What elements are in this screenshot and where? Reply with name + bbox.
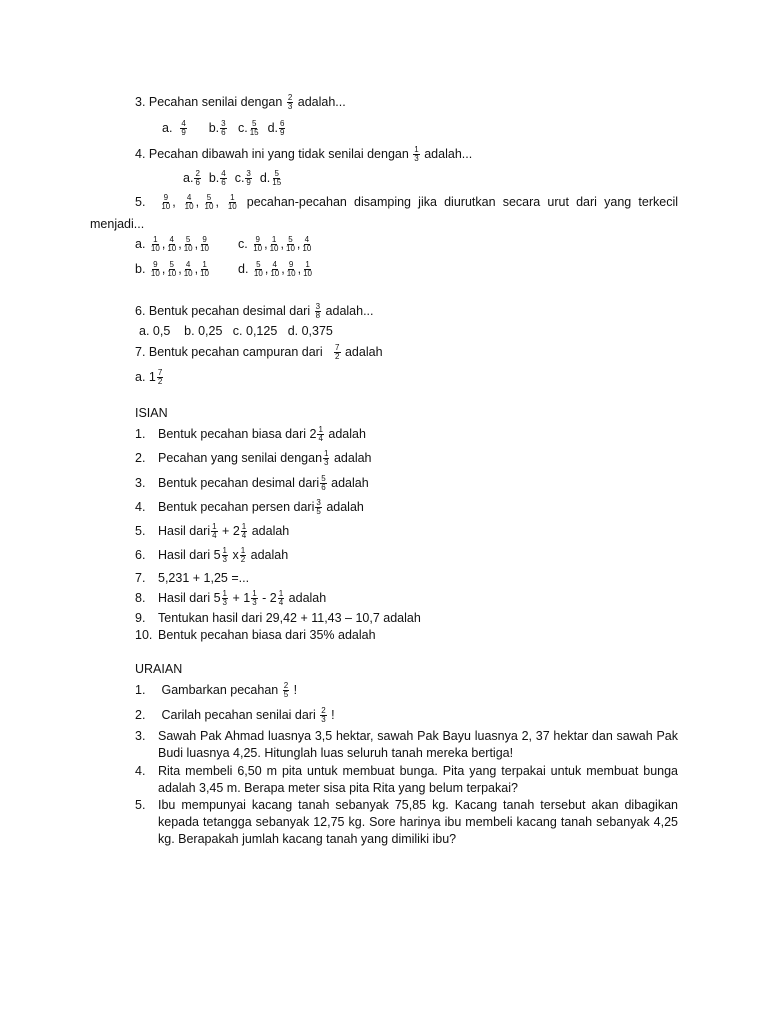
uraian-item-3-line-1: Sawah Pak Ahmad luasnya 3,5 hektar, sawah Pak Bayu luasnya 2, 37 hektar dan sawah Pak (158, 729, 678, 743)
uraian-item-2: 2. Carilah pecahan senilai dari $\frac{2}{3}$ ! (135, 706, 335, 725)
isian-item: 1. Bentuk pecahan biasa dari 2 $\frac{1}{4}$ adalah (135, 425, 366, 444)
question-5-option-c: c. $\frac{9}{10}$ , $\frac{1}{10}$ , $\frac{5}{10}$ , $\frac{4}{10}$ (238, 235, 312, 254)
question-5-option-d: d. $\frac{5}{10}$ , $\frac{4}{10}$ , $\frac{9}{10}$ , $\frac{1}{10}$ (238, 260, 312, 279)
isian-item: 8. Hasil dari 5 $\frac{1}{3}$ + 1 $\frac{1}{3}$ - 2 $\frac{1}{4}$ adalah (135, 589, 327, 608)
uraian-item-5-line-2: kepada tetangga sebanyak 12,75 kg. Sore harinya ibu membeli kacang tanah sebanyak 4,25 (158, 815, 678, 829)
isian-item: 5. Hasil dari $\frac{1}{4}$ + 2 $\frac{1}{4}$ adalah (135, 522, 290, 541)
isian-item: 7. 5,231 + 1,25 =... (135, 571, 250, 585)
question-4-options: a. $\frac{2}{6}$ b. $\frac{4}{6}$ c. $\frac{3}{9}$ d. $\frac{5}{15}$ (183, 169, 282, 188)
uraian-item-5-number: 5. (135, 798, 146, 812)
question-5-option-b: b. $\frac{9}{10}$ , $\frac{5}{10}$ , $\frac{4}{10}$ , $\frac{1}{10}$ (135, 260, 209, 279)
uraian-item-3-line-2: Budi luasnya 4,25. Hitunglah luas seluruh tanah mereka bertiga! (158, 746, 514, 760)
fraction: $\frac{2}{3}$ (287, 93, 293, 112)
question-5: 5. $\frac{9}{10}$ , $\frac{4}{10}$ , $\frac{5}{10}$ , $\frac{1}{10}$ pecahan-pecahan disamping jika diurutkan secara urut dari yang terkecil (135, 193, 678, 212)
uraian-item-1: 1. Gambarkan pecahan $\frac{2}{5}$ ! (135, 681, 298, 700)
uraian-item-3-number: 3. (135, 729, 146, 743)
question-7-option-a: a. 1 $\frac{7}{2}$ (135, 368, 163, 387)
isian-item: 9. Tentukan hasil dari 29,42 + 11,43 – 10,7 adalah (135, 611, 421, 625)
uraian-item-4-line-2: adalah 3,45 m. Berapa meter sisa pita Rita yang belum terpakai? (158, 781, 518, 795)
isian-item: 3. Bentuk pecahan desimal dari $\frac{5}{6}$ adalah (135, 474, 369, 493)
section-heading-uraian: URAIAN (135, 662, 183, 676)
uraian-item-5-line-3: kg. Berapakah jumlah kacang tanah yang dimiliki ibu? (158, 832, 457, 846)
uraian-item-4-line-1: Rita membeli 6,50 m pita untuk membuat bunga. Pita yang terpakai untuk membuat bunga (158, 764, 678, 778)
question-5-option-a: a. $\frac{1}{10}$ , $\frac{4}{10}$ , $\frac{5}{10}$ , $\frac{9}{10}$ (135, 235, 209, 254)
question-6: 6. Bentuk pecahan desimal dari $\frac{3}{8}$ adalah... (135, 302, 374, 321)
question-6-options: a. 0,5 b. 0,25 c. 0,125 d. 0,375 (139, 324, 333, 338)
question-3-options: a. $\frac{4}{9}$ b. $\frac{3}{6}$ c. $\frac{5}{15}$ d. $\frac{6}{9}$ (162, 119, 285, 138)
isian-item: 4. Bentuk pecahan persen dari $\frac{3}{5}$ adalah (135, 498, 364, 517)
question-5-continuation: menjadi... (90, 217, 145, 231)
question-7: 7. Bentuk pecahan campuran dari $\frac{7}{2}$ adalah (135, 343, 383, 362)
uraian-item-5-line-1: Ibu mempunyai kacang tanah sebanyak 75,85 kg. Kacang tanah tersebut akan dibagikan (158, 798, 678, 812)
uraian-item-4-number: 4. (135, 764, 146, 778)
isian-item: 10. Bentuk pecahan biasa dari 35% adalah (135, 628, 376, 642)
question-3: 3. Pecahan senilai dengan $\frac{2}{3}$ adalah... (135, 93, 346, 112)
section-heading-isian: ISIAN (135, 406, 168, 420)
question-4: 4. Pecahan dibawah ini yang tidak senilai dengan $\frac{1}{3}$ adalah... (135, 145, 473, 164)
isian-item: 2. Pecahan yang senilai dengan $\frac{1}{3}$ adalah (135, 449, 372, 468)
isian-item: 6. Hasil dari 5 $\frac{1}{3}$ x $\frac{1}{2}$ adalah (135, 546, 289, 565)
